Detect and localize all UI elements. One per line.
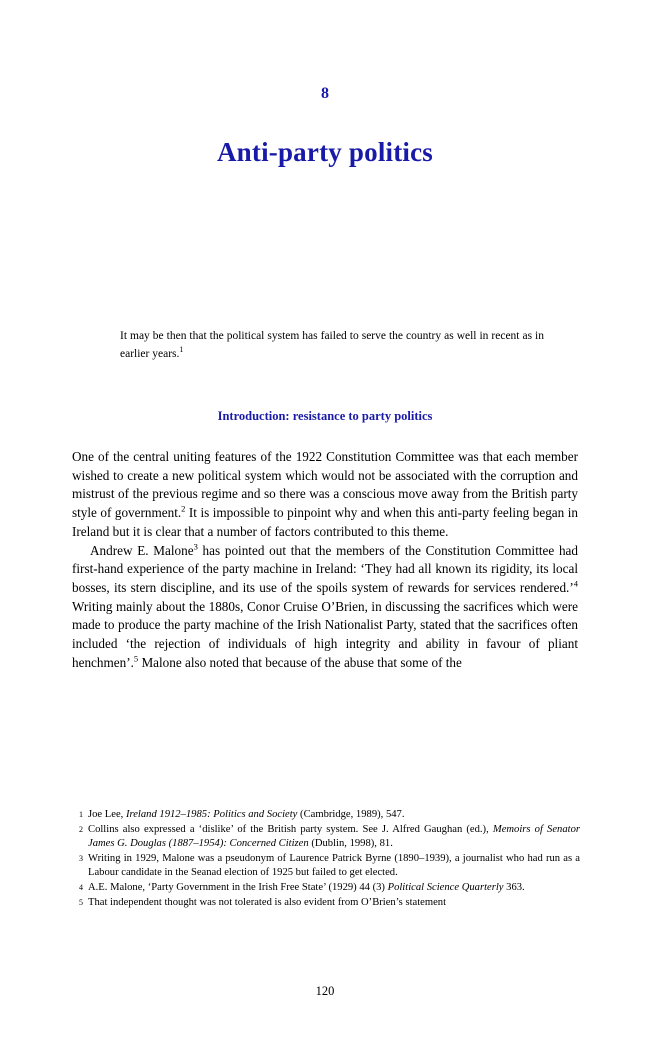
section-heading: Introduction: resistance to party politics [217, 408, 433, 423]
body-text [72, 448, 578, 673]
paragraph-2-part-b: has pointed out that the members of the Constitution Committee had first-hand experience of the party machine in Ireland: ‘They had all known its rigidity, its local bosses, its stern discipline, and its use of the spoils system of rewards for services rendered.’ [72, 542, 578, 595]
paragraph-2-part-c: Writing mainly about the 1880s, Conor Cruise O’Brien, in discussing the sacrifices which were made to produce the party machine of the Irish Nationalist Party, stated that the sacrifices often included ‘the rejection of individuals of high integrity and ability in favour of pliant henchmen’. [72, 598, 578, 670]
epigraph-text: It may be then that the political system has failed to serve the country as well in recent as in earlier years. [120, 329, 544, 361]
epigraph-footnote-ref: 1 [179, 345, 184, 355]
footnote-text: A.E. Malone, ‘Party Government in the Irish Free State’ (1929) 44 (3) Political Science Quarterly 363. [88, 882, 525, 894]
chapter-number: 8 [321, 85, 329, 102]
footnote-ref-4: 4 [573, 578, 578, 589]
footnote-item [72, 896, 580, 911]
footnote-number: 4 [79, 883, 83, 893]
paragraph-1 [72, 448, 578, 542]
footnote-text: Collins also expressed a ‘dislike’ of the British party system. See J. Alfred Gaughan (ed.), Memoirs of Senator James G. Douglas (1887–1954): Concerned Citizen (Dublin, 1998), 81. [88, 823, 581, 850]
footnote-text: That independent thought was not tolerated is also evident from O’Brien’s statement [88, 896, 447, 908]
footnote-text: Joe Lee, Ireland 1912–1985: Politics and Society (Cambridge, 1989), 547. [88, 809, 405, 820]
footnote-item [72, 881, 580, 896]
footnote-number: 5 [79, 897, 83, 907]
paragraph-2-part-d: Malone also noted that because of the abuse that some of the [138, 654, 462, 670]
footnote-item [72, 852, 580, 881]
paragraph-1-part-b: It is impossible to pinpoint why and when this anti-party feeling began in Ireland but it is clear that a number of factors contributed to this theme. [72, 505, 578, 539]
footnote-item [72, 823, 580, 852]
footnote-ref-2: 2 [181, 503, 186, 514]
paragraph-2 [72, 542, 578, 673]
footnote-number: 3 [79, 853, 83, 863]
footnote-ref-5: 5 [133, 653, 139, 664]
epigraph [120, 328, 544, 363]
chapter-title: Anti-party politics [216, 137, 434, 167]
footnote-number: 1 [79, 810, 83, 819]
footnote-item [72, 808, 580, 823]
page-number: 120 [315, 984, 335, 998]
footnotes-section [72, 808, 580, 910]
footnote-text: Writing in 1929, Malone was a pseudonym of Laurence Patrick Byrne (1890–1939), a journalist who had run as a Labour candidate in the Seanad election of 1925 but failed to get elected. [88, 852, 580, 879]
document-page [0, 86, 650, 1061]
paragraph-2-part-a: Andrew E. Malone [90, 542, 194, 558]
footnote-number: 2 [79, 824, 83, 834]
footnote-ref-3: 3 [193, 541, 198, 552]
paragraph-1-part-a: One of the central uniting features of the 1922 Constitution Committee was that each member wished to create a new political system which would not be associated with the corruption and mistrust of the previous regime and so there was a conscious move away from the British party style of government. [72, 448, 578, 521]
